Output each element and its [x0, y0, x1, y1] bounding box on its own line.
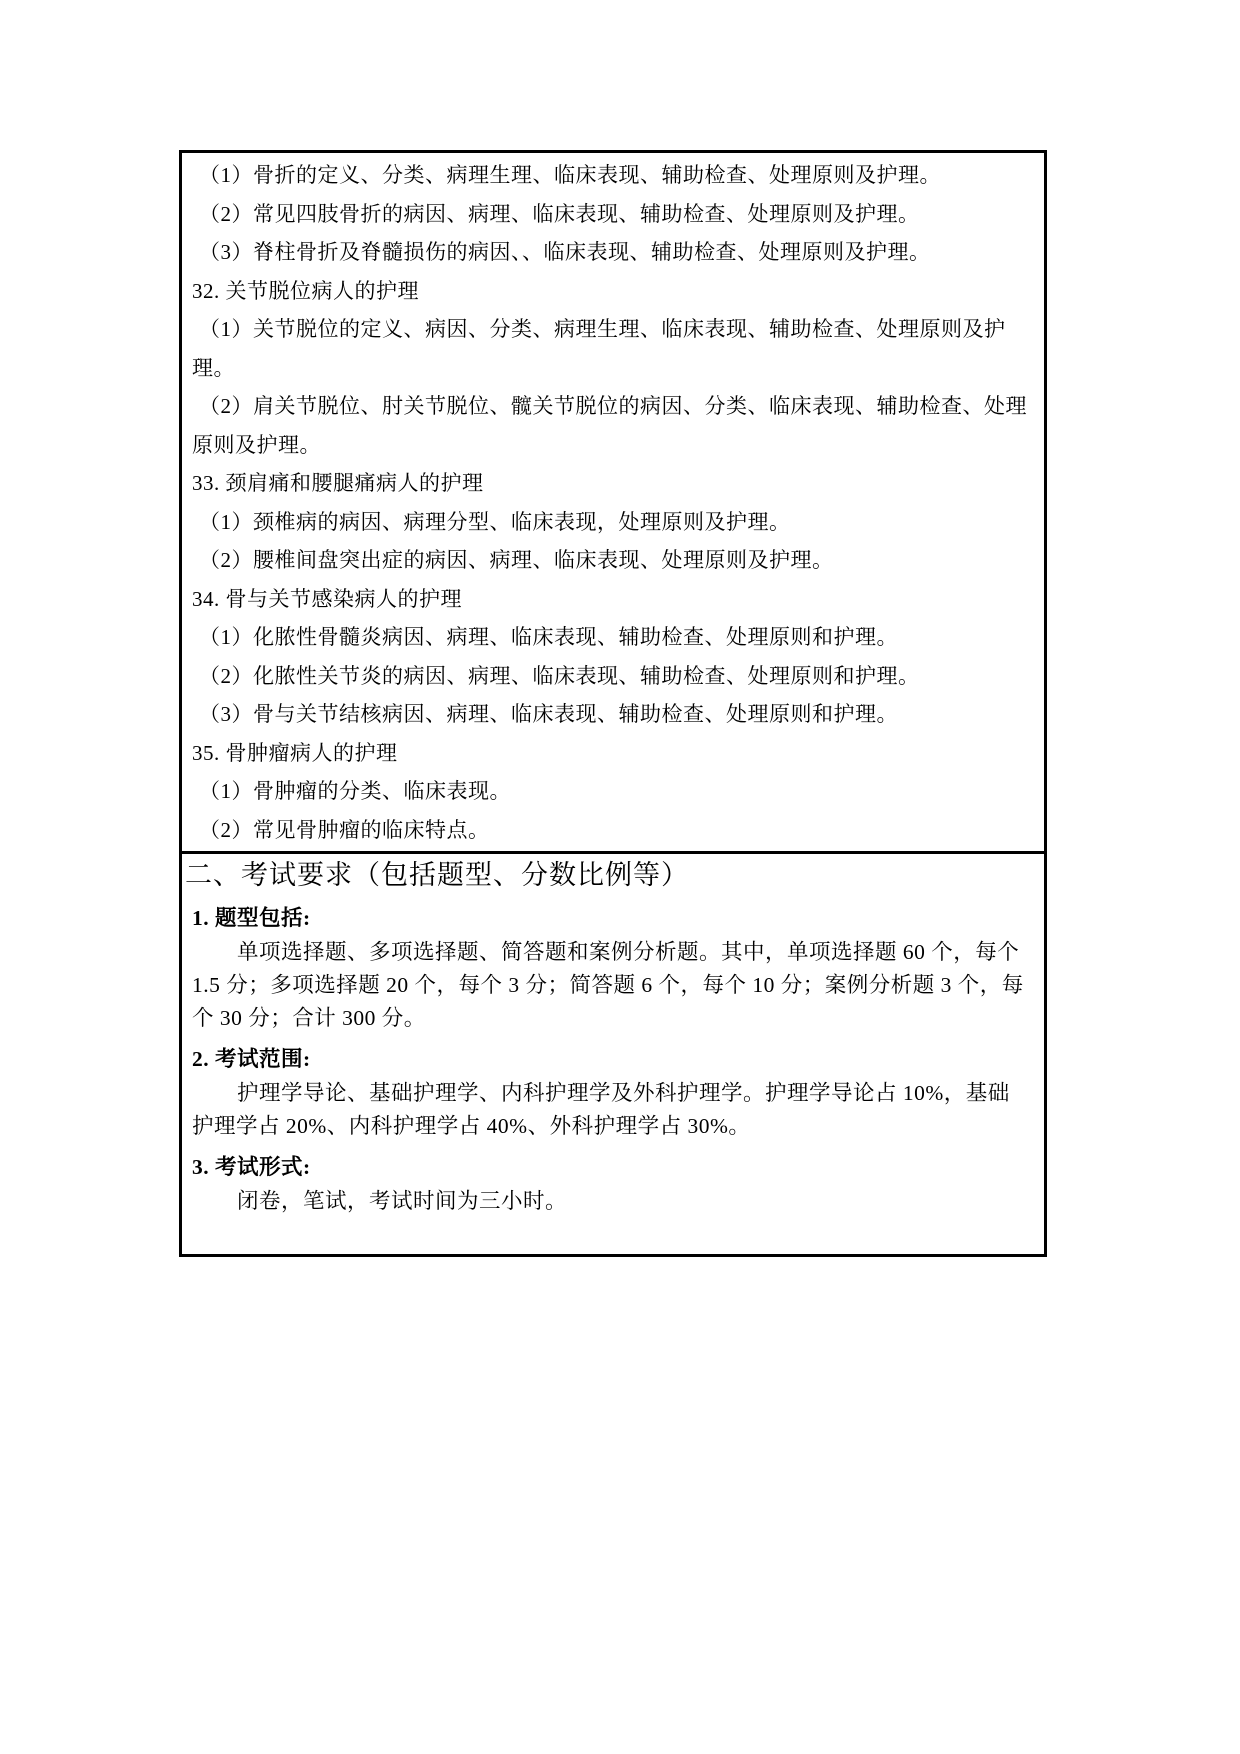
block-label: 2. 考试范围:: [192, 1047, 311, 1071]
syllabus-line: （1）骨折的定义、分类、病理生理、临床表现、辅助检查、处理原则及护理。: [199, 163, 941, 187]
syllabus-line: （1）化脓性骨髓炎病因、病理、临床表现、辅助检查、处理原则和护理。: [199, 625, 898, 649]
syllabus-line: （2）化脓性关节炎的病因、病理、临床表现、辅助检查、处理原则和护理。: [199, 663, 920, 688]
block-label: 1. 题型包括:: [192, 906, 311, 930]
exam-content-section: [182, 153, 1044, 854]
syllabus-line: （2）腰椎间盘突出症的病因、病理、临床表现、处理原则及护理。: [199, 548, 834, 572]
syllabus-line: （2）常见四肢骨折的病因、病理、临床表现、辅助检查、处理原则及护理。: [199, 201, 920, 226]
requirement-block-question-types: [192, 902, 1030, 1035]
syllabus-line: （2）肩关节脱位、肘关节脱位、髋关节脱位的病因、分类、临床表现、辅助检查、处理原则及护理。: [192, 394, 1027, 457]
exam-requirements-section: [182, 854, 1044, 1254]
syllabus-table: [179, 150, 1047, 1257]
syllabus-line: （1）骨肿瘤的分类、临床表现。: [199, 779, 511, 803]
section-heading: 二、考试要求（包括题型、分数比例等）: [185, 860, 689, 890]
syllabus-line: （2）常见骨肿瘤的临床特点。: [199, 817, 490, 842]
syllabus-topic-header: 32. 关节脱位病人的护理: [192, 278, 419, 303]
syllabus-line: （1）关节脱位的定义、病因、分类、病理生理、临床表现、辅助检查、处理原则及护理。: [192, 317, 1006, 380]
requirement-block-exam-scope: [192, 1043, 1030, 1143]
block-paragraph: 单项选择题、多项选择题、简答题和案例分析题。其中，单项选择题 60 个，每个 1.5 分；多项选择题 20 个，每个 3 分；简答题 6 个，每个 10 分；案例分析题 3 个，每个 30 分；合计 300 分。: [192, 940, 1024, 1030]
syllabus-line: （3）骨与关节结核病因、病理、临床表现、辅助检查、处理原则和护理。: [199, 702, 898, 726]
syllabus-line: （3）脊柱骨折及脊髓损伤的病因、、临床表现、辅助检查、处理原则及护理。: [199, 240, 931, 264]
syllabus-topic-header: 35. 骨肿瘤病人的护理: [192, 740, 398, 765]
block-paragraph: 护理学导论、基础护理学、内科护理学及外科护理学。护理学导论占 10%，基础护理学占 20%、内科护理学占 40%、外科护理学占 30%。: [192, 1081, 1010, 1138]
block-paragraph: 闭卷，笔试，考试时间为三小时。: [237, 1189, 568, 1213]
requirement-block-exam-format: [192, 1151, 1030, 1218]
block-label: 3. 考试形式:: [192, 1155, 311, 1179]
syllabus-topic-header: 33. 颈肩痛和腰腿痛病人的护理: [192, 471, 484, 495]
syllabus-line: （1）颈椎病的病因、病理分型、临床表现，处理原则及护理。: [199, 509, 791, 534]
syllabus-topic-header: 34. 骨与关节感染病人的护理: [192, 586, 462, 611]
